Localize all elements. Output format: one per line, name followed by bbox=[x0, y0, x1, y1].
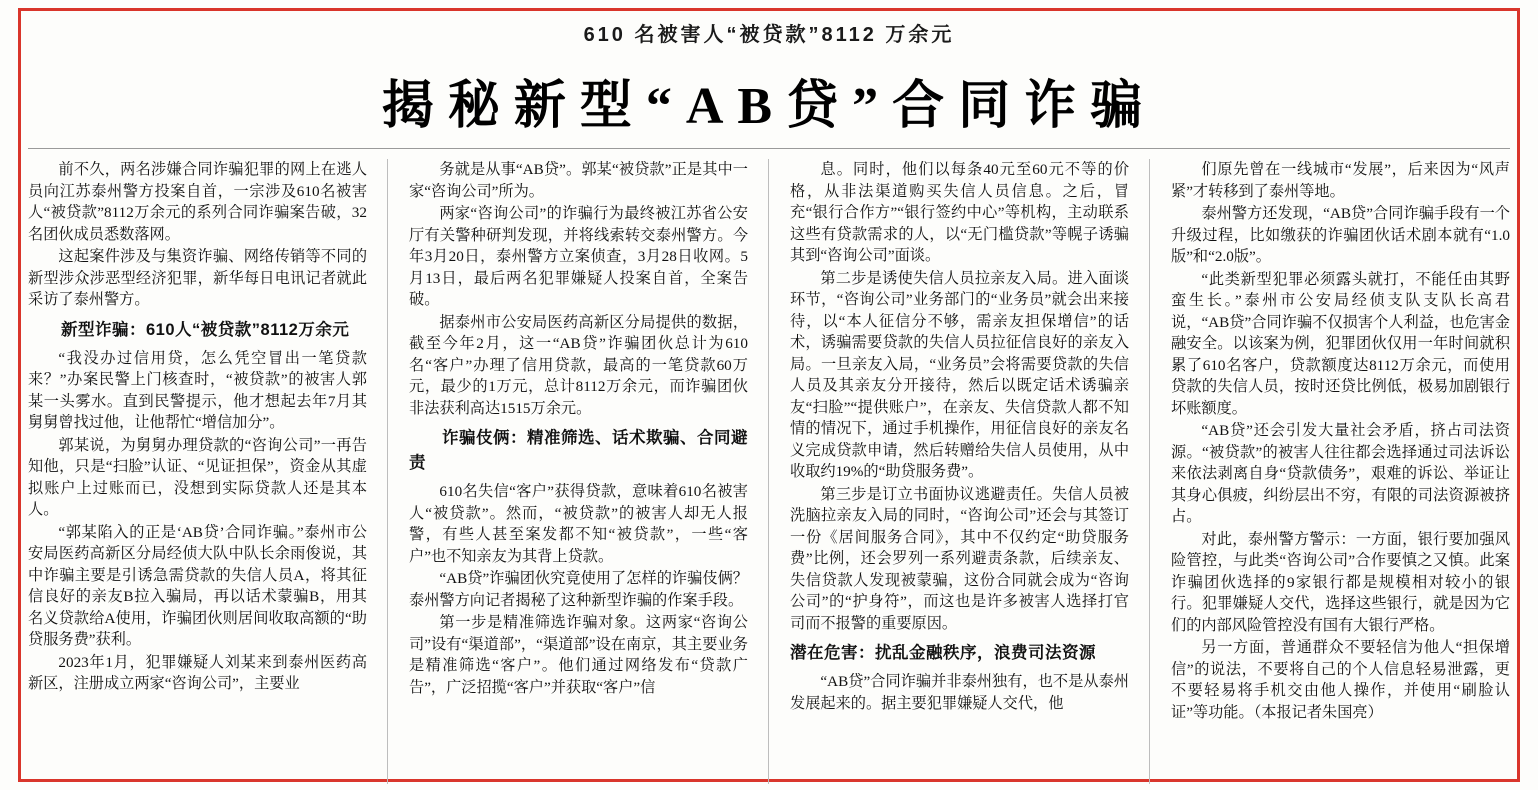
paragraph: 泰州警方还发现，“AB贷”合同诈骗手段有一个升级过程，比如缴获的诈骗团伙话术剧本就有“1.0版”和“2.0版”。 bbox=[1171, 205, 1510, 265]
main-headline: 揭秘新型“AB贷”合同诈骗 bbox=[381, 78, 1157, 135]
paragraph: 两家“咨询公司”的诈骗行为最终被江苏省公安厅有关警种研判发现，并将线索转交泰州警方。今年3月20日，泰州警方立案侦查，3月28日收网。5月13日，最后两名犯罪嫌疑人投案自首，全案告破。 bbox=[409, 205, 748, 308]
border-rule-right bbox=[1517, 8, 1520, 782]
article-column-4 bbox=[1149, 159, 1510, 784]
border-rule-top bbox=[18, 8, 1520, 11]
paragraph: 第三步是订立书面协议逃避责任。失信人员被洗脑拉亲友入局的同时，“咨询公司”还会与其签订一份《居间服务合同》，其中不仅约定“助贷服务费”比例，还会罗列一系列避责条款，后续亲友、失信贷款人发现被蒙骗，这份合同就会成为“咨询公司”的“护身符”，而这也是许多被害人选择打官司而不报警的重要原因。 bbox=[790, 485, 1129, 632]
paragraph: “我没办过信用贷，怎么凭空冒出一笔贷款来？”办案民警上门核查时，“被贷款”的被害人郭某一头雾水。直到民警提示，他才想起去年7月其舅舅曾找过他，让他帮忙“增信加分”。 bbox=[28, 349, 367, 431]
shoulder-headline: 610 名被害人“被贷款”8112 万余元 bbox=[583, 24, 955, 46]
paragraph: 第二步是诱使失信人员拉亲友入局。进入面谈环节，“咨询公司”业务部门的“业务员”就会出来接待，以“本人征信分不够，需亲友担保增信”的话术，诱骗需要贷款的失信人员拉征信良好的亲友入局。一旦亲友入局，“业务员”会将需要贷款的失信人员及其亲友分开接待，然后以既定话术诱骗亲友“扫脸”“提供账户”，在亲友、失信贷款人都不知情的情况下，通过手机操作，用征信良好的亲友名义完成贷款申请，然后转赠给失信人员使用，从中收取约19%的“助贷服务费”。 bbox=[790, 269, 1129, 480]
article-column-2 bbox=[387, 159, 768, 784]
article-column-3 bbox=[768, 159, 1149, 784]
article-content bbox=[28, 14, 1510, 774]
paragraph: “AB贷”还会引发大量社会矛盾，挤占司法资源。“被贷款”的被害人往往都会选择通过司法诉讼来依法剥离自身“贷款债务”，艰难的诉讼、举证让其身心俱疲，纠纷层出不穷，有限的司法资源被挤占。 bbox=[1171, 422, 1510, 525]
paragraph: 610名失信“客户”获得贷款，意味着610名被害人“被贷款”。然而，“被贷款”的被害人却无人报警，有些人甚至案发都不知“被贷款”，一些“客户”也不知亲友为其背上贷款。 bbox=[409, 483, 748, 565]
article-columns bbox=[28, 159, 1510, 784]
paragraph: 们原先曾在一线城市“发展”，后来因为“风声紧”才转移到了泰州等地。 bbox=[1171, 161, 1510, 200]
border-rule-left bbox=[18, 8, 21, 782]
paragraph: 据泰州市公安局医药高新区分局提供的数据，截至今年2月，这一“AB贷”诈骗团伙总计为610名“客户”办理了信用贷款，最高的一笔贷款60万元，最少的1万元，总计8112万余元，而诈骗团伙非法获利高达1515万余元。 bbox=[409, 313, 748, 417]
paragraph: “AB贷”诈骗团伙究竟使用了怎样的诈骗伎俩？泰州警方向记者揭秘了这种新型诈骗的作案手段。 bbox=[409, 570, 748, 609]
section-subhead: 新型诈骗：610人“被贷款”8112万余元 bbox=[61, 320, 350, 339]
headline-divider bbox=[28, 148, 1510, 149]
paragraph: 务就是从事“AB贷”。郭某“被贷款”正是其中一家“咨询公司”所为。 bbox=[409, 161, 748, 200]
section-subhead: 潜在危害：扰乱金融秩序，浪费司法资源 bbox=[790, 644, 1096, 662]
paragraph: 前不久，两名涉嫌合同诈骗犯罪的网上在逃人员向江苏泰州警方投案自首，一宗涉及610名被害人“被贷款”8112万余元的系列合同诈骗案告破，32名团伙成员悉数落网。 bbox=[28, 161, 367, 243]
paragraph: 另一方面，普通群众不要轻信为他人“担保增信”的说法，不要将自己的个人信息轻易泄露，更不要轻易将手机交由他人操作，并使用“刷脸认证”等功能。（本报记者朱国亮） bbox=[1171, 639, 1510, 721]
article-column-1 bbox=[28, 159, 387, 784]
paragraph: 息。同时，他们以每条40元至60元不等的价格，从非法渠道购买失信人员信息。之后，冒充“银行合作方”“银行签约中心”等机构，主动联系这些有贷款需求的人，以“无门槛贷款”等幌子诱骗其到“咨询公司”面谈。 bbox=[790, 161, 1129, 264]
paragraph: “郭某陷入的正是‘AB贷’合同诈骗。”泰州市公安局医药高新区分局经侦大队中队长余雨俊说，其中诈骗主要是引诱急需贷款的失信人员A，将其征信良好的亲友B拉入骗局，再以话术蒙骗B，用其名义贷款给A使用，诈骗团伙则居间收取高额的“助贷服务费”获利。 bbox=[28, 523, 367, 648]
paragraph: 第一步是精准筛选诈骗对象。这两家“咨询公司”设有“渠道部”，“渠道部”设在南京，其主要业务是精准筛选“客户”。他们通过网络发布“贷款广告”，广泛招揽“客户”并获取“客户”信 bbox=[409, 614, 748, 696]
paragraph: “AB贷”合同诈骗并非泰州独有，也不是从泰州发展起来的。据主要犯罪嫌疑人交代，他 bbox=[790, 673, 1129, 712]
paragraph: 2023年1月，犯罪嫌疑人刘某来到泰州医药高新区，注册成立两家“咨询公司”，主要业 bbox=[28, 653, 367, 692]
paragraph: 这起案件涉及与集资诈骗、网络传销等不同的新型涉众涉恶型经济犯罪，新华每日电讯记者就此采访了泰州警方。 bbox=[28, 248, 367, 308]
section-subhead: 诈骗伎俩：精准筛选、话术欺骗、合同避责 bbox=[409, 429, 748, 472]
paragraph: 郭某说，为舅舅办理贷款的“咨询公司”一再告知他，只是“扫脸”认证、“见证担保”，资金从其虚拟账户上过账而已，没想到实际贷款人还是其本人。 bbox=[28, 436, 367, 518]
paragraph: 对此，泰州警方警示：一方面，银行要加强风险管控，与此类“咨询公司”合作要慎之又慎。此案诈骗团伙选择的9家银行都是规模相对较小的银行。犯罪嫌疑人交代，选择这些银行，就是因为它们的内部风险管控没有国有大银行严格。 bbox=[1171, 530, 1510, 634]
paragraph: “此类新型犯罪必须露头就打，不能任由其野蛮生长。”泰州市公安局经侦支队支队长高君说，“AB贷”合同诈骗不仅损害个人利益，也危害金融安全。以该案为例，犯罪团伙仅用一年时间就积累了610名客户，贷款额度达8112万余元，而使用贷款的失信人员，按时还贷比例低，极易加剧银行坏账额度。 bbox=[1171, 270, 1510, 417]
